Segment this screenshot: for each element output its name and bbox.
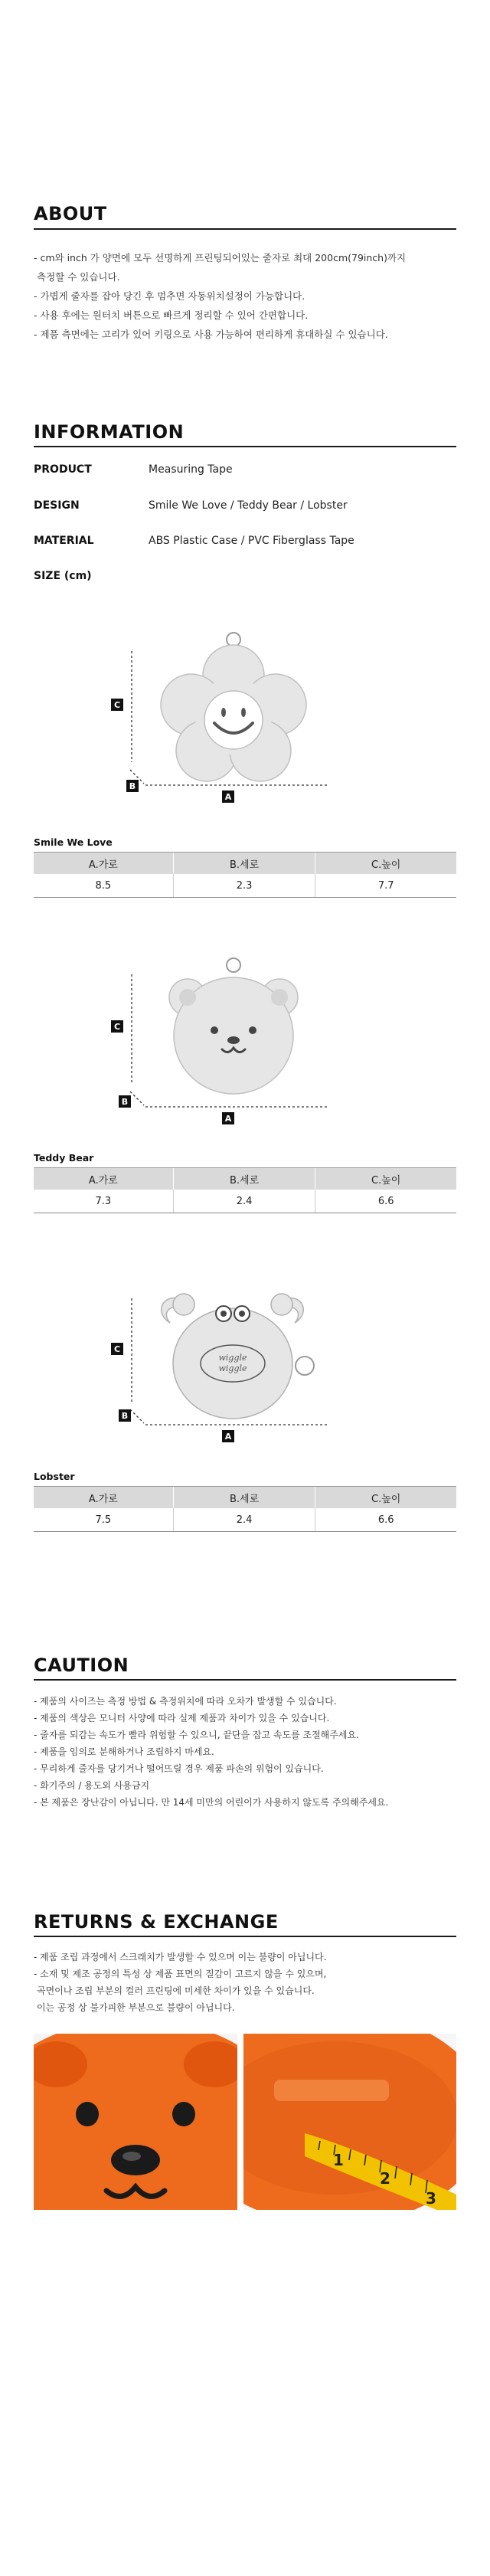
table-cell: 7.5 (34, 1508, 173, 1532)
returns-line: - 제품 조립 과정에서 스크래치가 발생할 수 있으며 이는 불량이 아닙니다. (34, 1952, 327, 1962)
caution-title: CAUTION (34, 1655, 129, 1676)
size-table-smile (34, 852, 456, 898)
table-cell: 6.6 (315, 1508, 456, 1532)
caution-line: - 본 제품은 장난감이 아닙니다. 만 14세 미만의 어린이가 사용하지 않도록 주의해주세요. (34, 1797, 389, 1808)
information-divider (34, 446, 456, 447)
label-b (119, 1409, 131, 1422)
info-value: Measuring Tape (149, 463, 233, 476)
svg-text:B: B (121, 1411, 129, 1421)
table-header: B.세로 (173, 1487, 315, 1509)
size-table-teddy (34, 1167, 456, 1213)
lobster-diagram (107, 1268, 352, 1467)
returns-divider (34, 1936, 456, 1937)
table-cell: 2.3 (173, 874, 315, 898)
about-divider (34, 228, 456, 230)
returns-line: - 소재 및 제조 공정의 특성 상 제품 표면의 질감이 고르지 않을 수 있으며, (34, 1969, 327, 1979)
about-line: - 사용 후에는 원터치 버튼으로 빠르게 정리할 수 있어 간편합니다. (34, 309, 309, 321)
svg-text:3: 3 (426, 2189, 436, 2208)
about-line: - 가볍게 줄자를 잡아 당긴 후 멈추면 자동위치설정이 가능합니다. (34, 290, 305, 302)
information-title: INFORMATION (34, 421, 185, 443)
returns-line: 이는 공정 상 불가피한 부분으로 불량이 아닙니다. (37, 2002, 235, 2013)
table-cell: 7.3 (34, 1190, 173, 1213)
smiley-face (204, 691, 263, 749)
bear-shape (169, 958, 298, 1094)
svg-text:A: A (224, 792, 232, 802)
table-cell: 8.5 (34, 874, 173, 898)
svg-text:C: C (113, 1022, 121, 1032)
caution-line: - 제품의 색상은 모니터 사양에 따라 실제 제품과 차이가 있을 수 있습니다. (34, 1713, 330, 1723)
label-a (222, 790, 234, 803)
product-name: Lobster (34, 1471, 75, 1482)
table-header: A.가로 (34, 853, 173, 875)
label-b (119, 1095, 131, 1108)
table-header: A.가로 (34, 1487, 173, 1509)
returns-list (34, 1949, 462, 2016)
label-c (111, 1020, 123, 1033)
caution-list (34, 1693, 462, 1811)
svg-text:A: A (224, 1432, 232, 1442)
svg-text:C: C (113, 700, 121, 710)
about-list (34, 248, 462, 344)
label-a (222, 1430, 234, 1442)
caution-divider (34, 1679, 456, 1681)
info-key: PRODUCT (34, 463, 92, 476)
about-line: 측정할 수 있습니다. (37, 271, 120, 283)
caution-line: - 제품을 임의로 분해하거나 조립하지 마세요. (34, 1746, 214, 1757)
teddy-bear-diagram (107, 950, 352, 1149)
table-cell: 2.4 (173, 1190, 315, 1213)
about-line: - cm와 inch 가 양면에 모두 선명하게 프린팅되어있는 줄자로 최대 200cm(79inch)까지 (34, 252, 407, 263)
about-line: - 제품 측면에는 고리가 있어 키링으로 사용 가능하여 편리하게 휴대하실 수 있습니다. (34, 329, 388, 340)
table-cell: 7.7 (315, 874, 456, 898)
caution-line: - 화기주의 / 용도외 사용금지 (34, 1780, 150, 1791)
svg-text:wiggle: wiggle (218, 1363, 247, 1373)
svg-text:2: 2 (380, 2169, 390, 2188)
svg-text:B: B (121, 1097, 129, 1107)
table-header: C.높이 (315, 853, 456, 875)
returns-line: 곡면이나 조립 부분의 컬러 프린팅에 미세한 차이가 있을 수 있습니다. (37, 1985, 315, 1996)
svg-text:1: 1 (333, 2151, 344, 2169)
table-cell: 2.4 (173, 1508, 315, 1532)
info-key: DESIGN (34, 499, 80, 512)
table-header: B.세로 (173, 1168, 315, 1190)
svg-text:C: C (113, 1344, 121, 1354)
bear-closeup-photo (34, 2034, 237, 2210)
table-cell: 6.6 (315, 1190, 456, 1213)
label-b (126, 780, 139, 792)
caution-line: - 줄자를 되감는 속도가 빨라 위험할 수 있으니, 끝단을 잡고 속도를 조절해주세요. (34, 1730, 359, 1740)
info-key: MATERIAL (34, 535, 94, 547)
info-value: Smile We Love / Teddy Bear / Lobster (149, 499, 348, 512)
svg-text:A: A (224, 1114, 232, 1124)
returns-title: RETURNS & EXCHANGE (34, 1911, 279, 1933)
product-name: Teddy Bear (34, 1152, 94, 1164)
info-value: ABS Plastic Case / PVC Fiberglass Tape (149, 535, 354, 547)
table-header: A.가로 (34, 1168, 173, 1190)
tape-closeup-photo (243, 2034, 456, 2210)
svg-text:B: B (129, 781, 136, 791)
label-c (111, 1343, 123, 1355)
info-key: SIZE (cm) (34, 570, 92, 582)
size-table-lobster (34, 1486, 456, 1532)
caution-line: - 무리하게 줄자를 당기거나 떨어뜨릴 경우 제품 파손의 위험이 있습니다. (34, 1763, 324, 1774)
svg-text:wiggle: wiggle (218, 1353, 247, 1363)
table-header: C.높이 (315, 1168, 456, 1190)
table-header: B.세로 (173, 853, 315, 875)
caution-line: - 제품의 사이즈는 측정 방법 & 측정위치에 따라 오차가 발생할 수 있습니다. (34, 1696, 337, 1707)
table-header: C.높이 (315, 1487, 456, 1509)
product-name: Smile We Love (34, 836, 113, 848)
about-title: ABOUT (34, 203, 107, 224)
label-a (222, 1112, 234, 1124)
label-c (111, 699, 123, 711)
smile-we-love-diagram (107, 628, 352, 827)
